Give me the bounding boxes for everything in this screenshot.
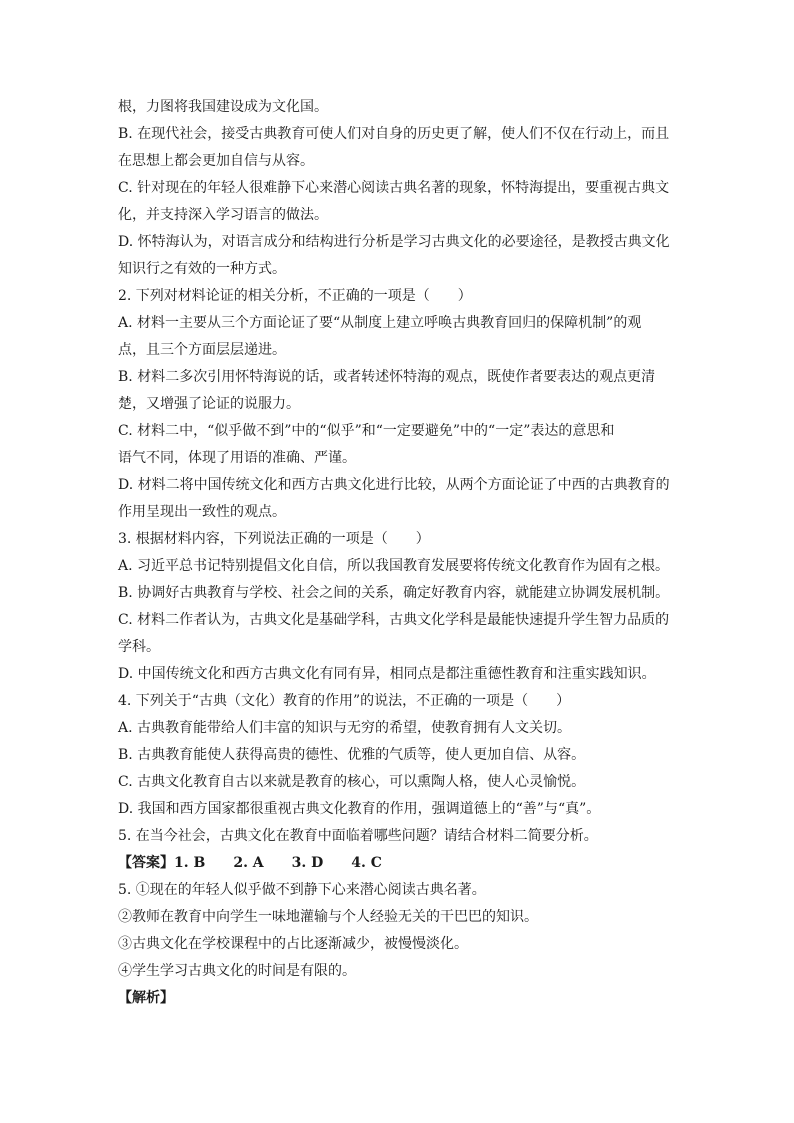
text-line: 点，且三个方面层层递进。 <box>118 342 286 358</box>
analysis-heading: 【解析】 <box>118 990 174 1006</box>
text-line: 在思想上都会更加自信与从容。 <box>118 153 314 169</box>
text-line: C. 材料二中，“似乎做不到”中的“似乎”和“一定要避免”中的“一定”表达的意思和 <box>118 423 615 439</box>
text-line: 根，力图将我国建设成为文化国。 <box>118 99 328 115</box>
question-3-stem: 3. 根据材料内容，下列说法正确的一项是（ ） <box>118 531 430 547</box>
question-2-stem: 2. 下列对材料论证的相关分析，不正确的一项是（ ） <box>118 288 472 304</box>
text-line: C. 古典文化教育自古以来就是教育的核心，可以熏陶人格，使人心灵愉悦。 <box>118 774 586 790</box>
answer-5-point-2: ②教师在教育中向学生一味地灌输与个人经验无关的干巴巴的知识。 <box>118 909 538 925</box>
text-line: 语气不同，体现了用语的准确、严谨。 <box>118 450 356 466</box>
text-line: B. 在现代社会，接受古典教育可使人们对自身的历史更了解，使人们不仅在行动上，而且 <box>118 126 670 142</box>
text-line: D. 中国传统文化和西方古典文化有同有异，相同点是都注重德性教育和注重实践知识。 <box>118 666 656 682</box>
text-line: A. 习近平总书记特别提倡文化自信，所以我国教育发展要将传统文化教育作为固有之根。 <box>118 558 670 574</box>
text-line: 楚，又增强了论证的说服力。 <box>118 396 300 412</box>
text-line: 作用呈现出一致性的观点。 <box>118 504 286 520</box>
question-5-stem: 5. 在当今社会，古典文化在教育中面临着哪些问题？请结合材料二简要分析。 <box>118 828 598 844</box>
text-line: 知识行之有效的一种方式。 <box>118 261 286 277</box>
text-line: D. 我国和西方国家都很重视古典文化教育的作用，强调道德上的“善”与“真”。 <box>118 801 601 817</box>
text-line: A. 材料一主要从三个方面论证了要“从制度上建立呼唤古典教育回归的保障机制”的观 <box>118 315 642 331</box>
text-line: B. 材料二多次引用怀特海说的话，或者转述怀特海的观点，既使作者要表达的观点更清 <box>118 369 656 385</box>
text-line: 化，并支持深入学习语言的做法。 <box>118 207 328 223</box>
text-line: A. 古典教育能带给人们丰富的知识与无穷的希望，使教育拥有人文关切。 <box>118 720 572 736</box>
question-4-stem: 4. 下列关于“古典（文化）教育的作用”的说法，不正确的一项是（ ） <box>118 693 571 709</box>
text-line: C. 针对现在的年轻人很难静下心来潜心阅读古典名著的现象，怀特海提出，要重视古典文 <box>118 180 670 196</box>
text-line: B. 协调好古典教育与学校、社会之间的关系，确定好教育内容，就能建立协调发展机制。 <box>118 585 670 601</box>
text-line: C. 材料二作者认为，古典文化是基础学科，古典文化学科是最能快速提升学生智力品质的 <box>118 612 670 628</box>
answer-5-point-3: ③古典文化在学校课程中的占比逐渐减少，被慢慢淡化。 <box>118 936 468 952</box>
answer-5-point-1: 5. ①现在的年轻人似乎做不到静下心来潜心阅读古典名著。 <box>118 882 486 898</box>
text-line: D. 材料二将中国传统文化和西方古典文化进行比较，从两个方面论证了中西的古典教育的 <box>118 477 670 493</box>
text-line: B. 古典教育能使人获得高贵的德性、优雅的气质等，使人更加自信、从容。 <box>118 747 586 763</box>
answer-5-point-4: ④学生学习古典文化的时间是有限的。 <box>118 963 356 979</box>
text-line: 学科。 <box>118 639 160 655</box>
text-line: D. 怀特海认为，对语言成分和结构进行分析是学习古典文化的必要途径，是教授古典文化 <box>118 234 670 250</box>
answer-key: 【答案】1. B 2. A 3. D 4. C <box>118 855 382 871</box>
